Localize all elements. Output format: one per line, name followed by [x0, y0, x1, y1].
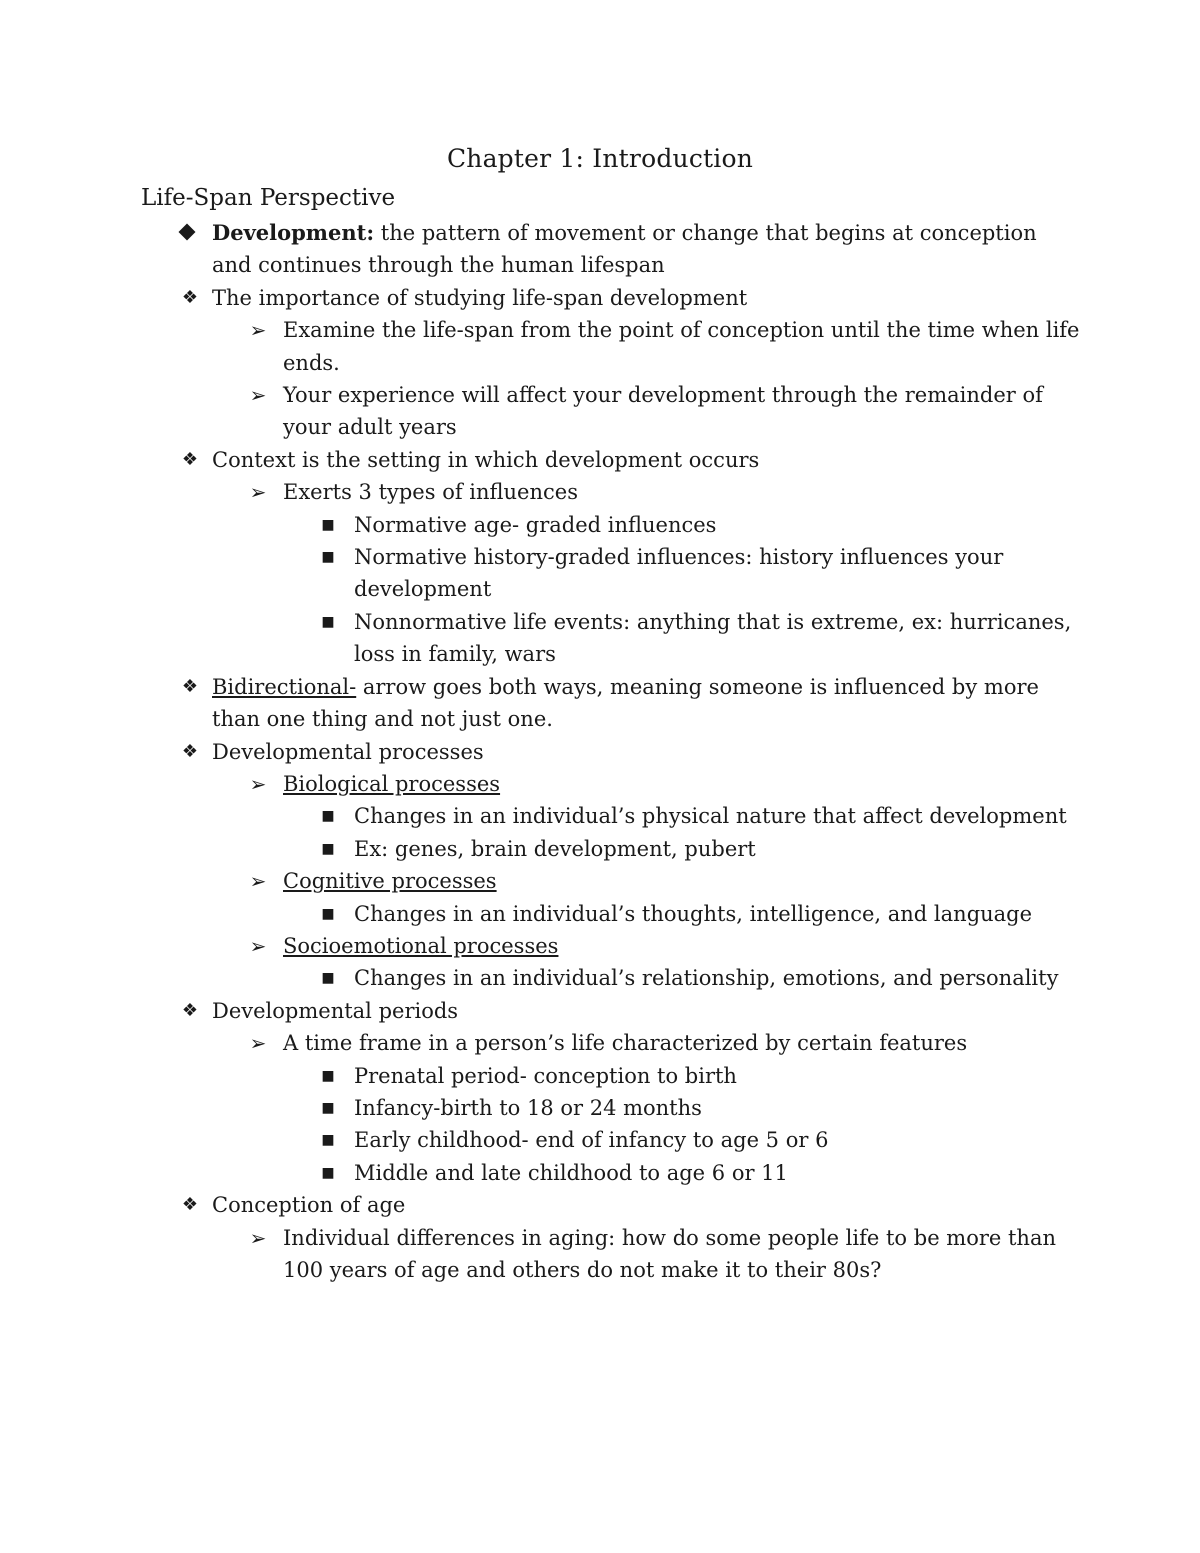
list-item	[0, 1060, 1080, 1092]
item-text: Changes in an individual’s thoughts, intelligence, and language	[354, 901, 1033, 926]
list-item	[0, 314, 1080, 379]
term-bidirectional: Bidirectional-	[212, 674, 357, 699]
list-item	[0, 1092, 1080, 1124]
list-item	[0, 671, 1080, 736]
list-item	[0, 865, 1080, 897]
square-icon: ■	[321, 905, 335, 922]
four-petal-diamond-icon: ❖	[181, 675, 199, 697]
list-item	[0, 444, 1080, 476]
square-icon: ■	[321, 1067, 335, 1084]
arrowhead-icon: ➢	[249, 1225, 267, 1250]
item-text: Early childhood- end of infancy to age 5 or 6	[354, 1128, 829, 1153]
four-petal-diamond-icon: ❖	[181, 999, 199, 1021]
square-icon: ■	[321, 840, 335, 857]
square-icon: ■	[321, 516, 335, 533]
square-icon: ■	[321, 808, 335, 825]
arrowhead-icon: ➢	[249, 480, 267, 505]
four-petal-diamond-icon: ❖	[181, 740, 199, 762]
item-text: arrow goes both ways, meaning someone is influenced by more than one thing and not just one.	[212, 674, 1039, 732]
outline-list	[0, 217, 1200, 1286]
list-item	[0, 995, 1080, 1027]
term-biological-processes: Biological processes	[283, 771, 501, 796]
arrowhead-icon: ➢	[249, 318, 267, 343]
item-text: Examine the life-span from the point of conception until the time when life ends.	[283, 318, 1080, 375]
item-text: Prenatal period- conception to birth	[354, 1063, 737, 1088]
list-item	[0, 1189, 1080, 1221]
item-text: Nonnormative life events: anything that is extreme, ex: hurricanes, loss in family, wars	[354, 609, 1072, 667]
term-development: Development:	[212, 220, 375, 245]
list-item	[0, 282, 1080, 314]
list-item	[0, 1222, 1080, 1287]
arrowhead-icon: ➢	[249, 1031, 267, 1056]
list-item	[0, 736, 1080, 768]
arrowhead-icon: ➢	[249, 383, 267, 408]
page-title: Chapter 1: Introduction	[446, 144, 754, 173]
item-text: Developmental periods	[212, 998, 459, 1023]
list-item	[0, 1027, 1080, 1059]
term-cognitive-processes: Cognitive processes	[283, 869, 497, 894]
item-text: Changes in an individual’s relationship, emotions, and personality	[354, 966, 1059, 991]
item-text: Normative history-graded influences: history influences your development	[354, 545, 1004, 602]
item-text: Your experience will affect your development through the remainder of your adult years	[283, 383, 1043, 440]
arrowhead-icon: ➢	[249, 933, 267, 958]
list-item	[0, 1157, 1080, 1189]
four-petal-diamond-icon: ❖	[181, 448, 199, 470]
square-icon: ■	[321, 1164, 335, 1181]
list-item	[0, 962, 1080, 994]
diamond-icon	[179, 224, 196, 241]
square-icon: ■	[321, 549, 335, 566]
item-text: Middle and late childhood to age 6 or 11	[354, 1160, 788, 1185]
square-icon: ■	[321, 613, 335, 630]
term-socioemotional-processes: Socioemotional processes	[283, 933, 559, 958]
item-text: A time frame in a person’s life characterized by certain features	[283, 1031, 968, 1056]
item-text: Context is the setting in which development occurs	[212, 447, 760, 472]
list-item	[0, 217, 1080, 282]
list-item	[0, 476, 1080, 508]
arrowhead-icon: ➢	[249, 771, 267, 796]
item-text: Individual differences in aging: how do some people life to be more than 100 years of age and others do not make it to their 80s?	[283, 1225, 1057, 1282]
list-item	[0, 800, 1080, 832]
item-text: the pattern of movement or change that begins at conception and continues through the human lifespan	[212, 221, 1037, 278]
item-text: Ex: genes, brain development, pubert	[354, 836, 756, 861]
list-item	[0, 930, 1080, 962]
square-icon: ■	[321, 1132, 335, 1149]
four-petal-diamond-icon: ❖	[181, 1194, 199, 1216]
item-text: Conception of age	[212, 1193, 406, 1218]
arrowhead-icon: ➢	[249, 869, 267, 894]
list-item	[0, 379, 1080, 444]
square-icon: ■	[321, 970, 335, 987]
item-text: Developmental processes	[212, 739, 484, 764]
four-petal-diamond-icon: ❖	[181, 286, 199, 308]
list-item	[0, 768, 1080, 800]
item-text: Infancy-birth to 18 or 24 months	[354, 1095, 702, 1120]
list-item	[0, 833, 1080, 865]
list-item	[0, 606, 1080, 671]
section-heading: Life-Span Perspective	[141, 185, 396, 211]
square-icon: ■	[321, 1099, 335, 1116]
list-item	[0, 541, 1080, 606]
item-text: The importance of studying life-span development	[212, 285, 748, 310]
list-item	[0, 1124, 1080, 1156]
list-item	[0, 898, 1080, 930]
item-text: Normative age- graded influences	[354, 512, 717, 537]
item-text: Changes in an individual’s physical nature that affect development	[354, 804, 1067, 829]
item-text: Exerts 3 types of influences	[283, 480, 578, 505]
list-item	[0, 509, 1080, 541]
